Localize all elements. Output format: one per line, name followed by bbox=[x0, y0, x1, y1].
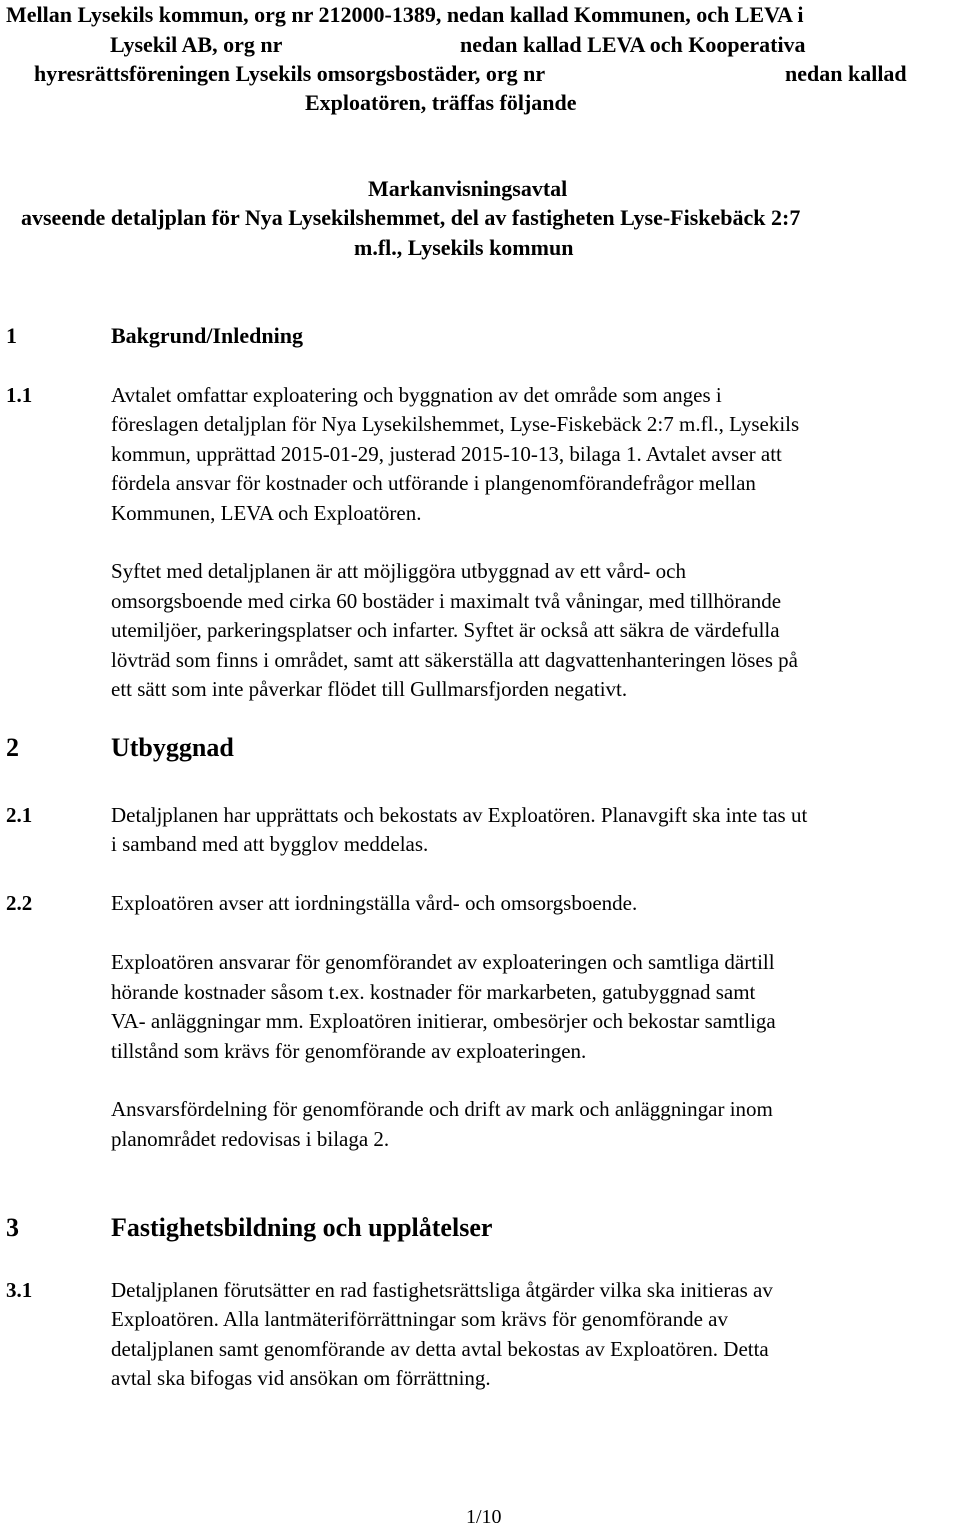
clause-1-1-number: 1.1 bbox=[6, 383, 33, 407]
section-3-heading: Fastighetsbildning och upplåtelser bbox=[111, 1213, 493, 1242]
intro-line: Mellan Lysekils kommun, org nr 212000-1389, nedan kallad Kommunen, och LEVA i bbox=[6, 2, 804, 27]
section-3-number: 3 bbox=[6, 1213, 19, 1242]
paragraph-line: kommun, upprättad 2015-01-29, justerad 2015-10-13, bilaga 1. Avtalet avser att bbox=[111, 442, 782, 466]
paragraph-line: Exploatören avser att iordningställa vård- och omsorgsboende. bbox=[111, 891, 638, 915]
paragraph-line: utemiljöer, parkeringsplatser och infarter. Syftet är också att säkra de värdefulla bbox=[111, 618, 780, 642]
paragraph-line: Avtalet omfattar exploatering och byggnation av det område som anges i bbox=[111, 383, 722, 407]
paragraph-line: detaljplanen samt genomförande av detta avtal bekostas av Exploatören. Detta bbox=[111, 1337, 769, 1361]
paragraph-line: Ansvarsfördelning för genomförande och drift av mark och anläggningar inom bbox=[111, 1097, 773, 1121]
paragraph-line: tillstånd som krävs för genomförande av exploateringen. bbox=[111, 1039, 587, 1063]
intro-line: Exploatören, träffas följande bbox=[305, 90, 577, 115]
clause-2-1-number: 2.1 bbox=[6, 803, 33, 827]
intro-line: Lysekil AB, org nr bbox=[110, 32, 283, 57]
paragraph-line: Exploatören ansvarar för genomförandet av exploateringen och samtliga därtill bbox=[111, 950, 775, 974]
section-2-heading: Utbyggnad bbox=[111, 733, 234, 762]
title-line: avseende detaljplan för Nya Lysekilshemmet, del av fastigheten Lyse-Fiskebäck 2:7 bbox=[21, 205, 801, 230]
paragraph-line: Detaljplanen förutsätter en rad fastighetsrättsliga åtgärder vilka ska initieras av bbox=[111, 1278, 773, 1302]
intro-line: nedan kallad bbox=[785, 61, 907, 86]
title-line: Markanvisningsavtal bbox=[368, 176, 568, 201]
intro-line: hyresrättsföreningen Lysekils omsorgsbostäder, org nr bbox=[34, 61, 546, 86]
paragraph-line: ett sätt som inte påverkar flödet till Gullmarsfjorden negativt. bbox=[111, 677, 628, 701]
clause-2-2-number: 2.2 bbox=[6, 891, 33, 915]
paragraph-line: omsorgsboende med cirka 60 bostäder i maximalt två våningar, med tillhörande bbox=[111, 589, 782, 613]
paragraph-line: VA- anläggningar mm. Exploatören initierar, ombesörjer och bekostar samtliga bbox=[111, 1009, 776, 1033]
title-line: m.fl., Lysekils kommun bbox=[354, 235, 574, 260]
paragraph-line: avtal ska bifogas vid ansökan om förrättning. bbox=[111, 1366, 491, 1390]
clause-3-1-number: 3.1 bbox=[6, 1278, 33, 1302]
paragraph-line: hörande kostnader såsom t.ex. kostnader för markarbeten, gatubyggnad samt bbox=[111, 980, 756, 1004]
intro-line: nedan kallad LEVA och Kooperativa bbox=[460, 32, 806, 57]
section-1-number: 1 bbox=[6, 323, 17, 348]
paragraph-line: lövträd som finns i området, samt att säkerställa att dagvattenhanteringen löses på bbox=[111, 648, 798, 672]
paragraph-line: Syftet med detaljplanen är att möjliggöra utbyggnad av ett vård- och bbox=[111, 559, 686, 583]
page-number: 1/10 bbox=[466, 1506, 502, 1528]
paragraph-line: Kommunen, LEVA och Exploatören. bbox=[111, 501, 422, 525]
paragraph-line: Detaljplanen har upprättats och bekostats av Exploatören. Planavgift ska inte tas ut bbox=[111, 803, 808, 827]
paragraph-line: planområdet redovisas i bilaga 2. bbox=[111, 1127, 390, 1151]
section-2-number: 2 bbox=[6, 733, 19, 762]
paragraph-line: Exploatören. Alla lantmäteriförrättningar som krävs för genomförande av bbox=[111, 1307, 728, 1331]
paragraph-line: fördela ansvar för kostnader och utförande i plangenomförandefrågor mellan bbox=[111, 471, 756, 495]
paragraph-line: i samband med att bygglov meddelas. bbox=[111, 832, 429, 856]
section-1-heading: Bakgrund/Inledning bbox=[111, 323, 303, 348]
paragraph-line: föreslagen detaljplan för Nya Lysekilshemmet, Lyse-Fiskebäck 2:7 m.fl., Lysekils bbox=[111, 412, 800, 436]
